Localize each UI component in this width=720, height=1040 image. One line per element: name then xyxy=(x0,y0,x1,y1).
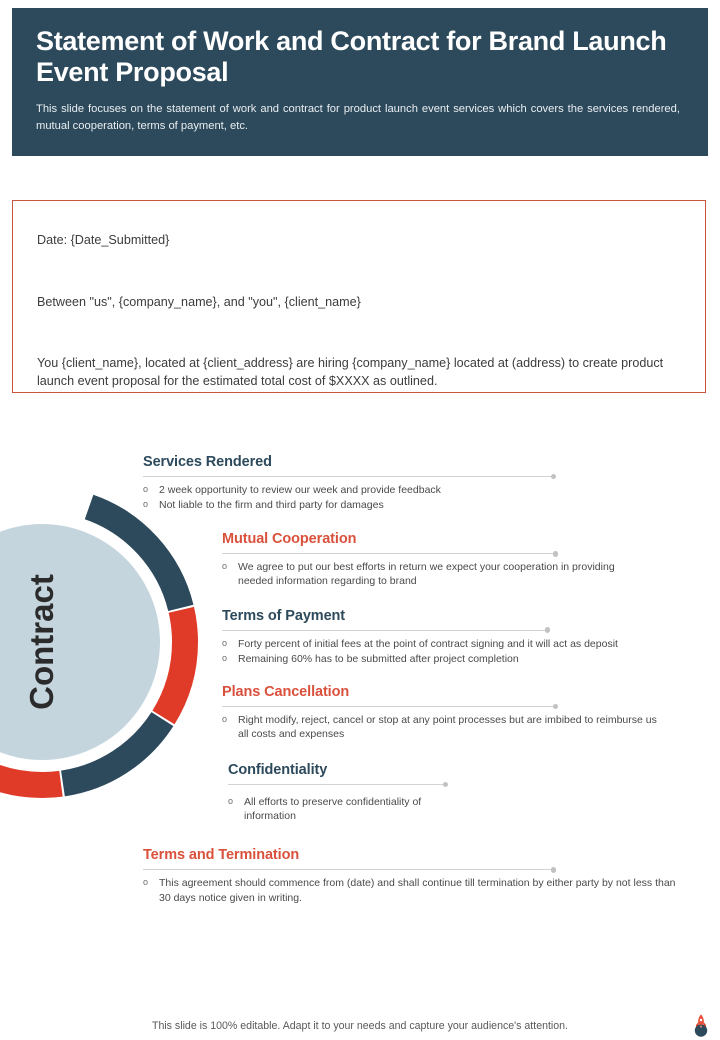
bullet-marker-icon: o xyxy=(228,796,234,807)
bullet-text: Right modify, reject, cancel or stop at any point processes but are imbibed to reimburse us all costs and expenses xyxy=(238,713,657,740)
list-item xyxy=(143,876,683,904)
bullet-marker-icon: o xyxy=(143,483,149,494)
bullet-text: We agree to put our best efforts in return we expect your cooperation in providing needed information regarding to brand xyxy=(238,561,615,588)
contract-details-box xyxy=(12,200,706,393)
section-title: Terms and Termination xyxy=(143,847,300,864)
section-bullets xyxy=(222,560,615,588)
section-terms-of-payment xyxy=(222,607,618,666)
section-bullets xyxy=(222,637,618,666)
connector-dot-icon xyxy=(545,627,551,633)
section-mutual-cooperation xyxy=(222,531,615,588)
bullet-text: Forty percent of initial fees at the point of contract signing and it will act as deposit xyxy=(238,637,618,650)
bullet-text: This agreement should commence from (date) and shall continue till termination by either party by not less than 30 days notice given in writing. xyxy=(159,877,676,904)
bullet-marker-icon: o xyxy=(143,499,149,510)
rocket-icon xyxy=(689,1013,713,1037)
bullet-marker-icon: o xyxy=(222,652,228,663)
bullet-marker-icon: o xyxy=(143,877,149,888)
connector-dot-icon xyxy=(553,704,559,710)
list-item xyxy=(143,498,553,512)
page-subtitle: This slide focuses on the statement of work and contract for product launch event services which covers the services rendered, mutual cooperation, terms of payment, etc. xyxy=(36,103,680,132)
bullet-text: Remaining 60% has to be submitted after project completion xyxy=(238,652,519,665)
section-title: Services Rendered xyxy=(143,454,272,470)
contract-date-line: Date: {Date_Submitted} xyxy=(37,233,170,247)
section-title: Confidentiality xyxy=(228,762,328,779)
section-terms-and-termination xyxy=(143,847,676,904)
footer-note: This slide is 100% editable. Adapt it to your needs and capture your audience's attention. xyxy=(151,1020,569,1032)
list-item xyxy=(222,637,692,651)
section-confidentiality xyxy=(228,763,445,823)
connector-dot-icon xyxy=(551,474,557,480)
bullet-text: All efforts to preserve confidentiality of information xyxy=(244,796,422,823)
connector-dot-icon xyxy=(443,782,449,788)
section-connector xyxy=(143,869,553,870)
section-connector xyxy=(143,476,553,477)
bullet-text: 2 week opportunity to review our week and provide feedback xyxy=(159,483,441,496)
section-bullets xyxy=(143,483,553,512)
contract-sections-list xyxy=(0,455,720,906)
bullet-marker-icon: o xyxy=(222,561,228,572)
section-connector xyxy=(222,553,555,554)
rocket-svg xyxy=(689,1013,713,1037)
section-connector xyxy=(222,630,547,631)
list-item xyxy=(222,652,692,666)
bullet-marker-icon: o xyxy=(222,713,228,724)
contract-body-line: You {client_name}, located at {client_address} are hiring {company_name} located at (address) to create product launch event proposal for the estimated total cost of $XXXX as outlined. xyxy=(37,355,664,388)
section-bullets xyxy=(143,876,676,904)
section-connector xyxy=(228,784,445,785)
bullet-text: Not liable to the firm and third party for damages xyxy=(159,499,384,512)
list-item xyxy=(222,560,627,588)
connector-dot-icon xyxy=(551,867,557,873)
section-connector xyxy=(222,706,555,707)
slide-header xyxy=(12,8,708,156)
section-plans-cancellation xyxy=(222,683,657,741)
connector-dot-icon xyxy=(553,551,559,557)
contract-parties-line: Between "us", {company_name}, and "you", {client_name} xyxy=(37,295,361,310)
bullet-marker-icon: o xyxy=(222,637,228,648)
page-title: Statement of Work and Contract for Brand Launch Event Proposal xyxy=(36,26,667,88)
section-title: Plans Cancellation xyxy=(222,683,350,700)
section-bullets xyxy=(222,713,657,741)
list-item xyxy=(143,483,553,497)
section-title: Terms of Payment xyxy=(222,607,346,624)
donut-center-label: Contract xyxy=(23,574,60,710)
section-services-rendered xyxy=(143,455,553,512)
list-item xyxy=(228,795,445,823)
list-item xyxy=(222,713,662,741)
section-bullets xyxy=(228,795,445,823)
section-title: Mutual Cooperation xyxy=(222,531,357,548)
